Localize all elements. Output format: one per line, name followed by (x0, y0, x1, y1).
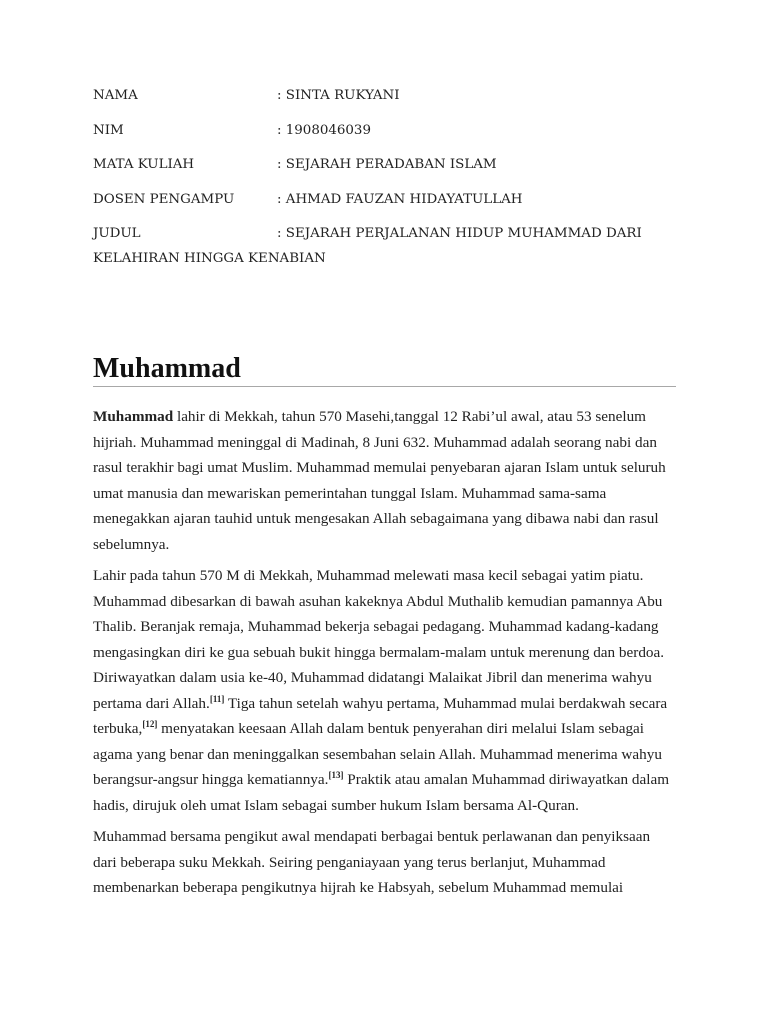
student-info (93, 86, 683, 269)
nim-label: NIM (93, 122, 124, 138)
judul-value: : SEJARAH PERJALANAN HIDUP MUHAMMAD DARI (277, 226, 642, 242)
bold-term: Muhammad (93, 408, 174, 425)
nama-value: : SINTA RUKYANI (277, 88, 400, 103)
matkul-value: : SEJARAH PERADABAN ISLAM (277, 157, 497, 173)
p3-text: Muhammad bersama pengikut awal mendapati berbagai bentuk perlawanan dan penyiksaan dari beberapa suku Mekkah. Seiring penganiayaan yang terus berlanjut, Muhammad membenarkan beberapa pengikutnya hijrah ke Habsyah, sebelum Muhammad memulai (93, 828, 651, 896)
judul-row (93, 224, 683, 269)
p1-text: lahir di Mekkah, tahun 570 Masehi,tanggal 12 Rabi’ul awal, atau 53 senelum hijriah. Muhammad meninggal di Madinah, 8 Juni 632. Muhammad adalah seorang nabi dan rasul terakhir bagi umat Muslim. Muhammad memulai penyebaran ajaran Islam untuk seluruh umat manusia dan mewariskan pemerintahan tunggal Islam. Muhammad sama-sama menegakkan ajaran tauhid untuk mengesakan Allah sebagaimana yang dibawa nabi dan rasul sebelumnya. (93, 408, 666, 553)
nama-label: NAMA (93, 88, 138, 103)
paragraph-1 (93, 404, 676, 557)
ref-link-12[interactable]: [12] (142, 718, 158, 729)
judul-label: JUDUL (93, 226, 141, 242)
matkul-row (93, 155, 683, 190)
dosen-value: : AHMAD FAUZAN HIDAYATULLAH (277, 191, 523, 207)
nim-row (93, 121, 683, 156)
nama-row (93, 86, 683, 121)
matkul-label: MATA KULIAH (93, 157, 195, 173)
dosen-row (93, 190, 683, 225)
dosen-label: DOSEN PENGAMPU (93, 191, 235, 207)
ref-link-11[interactable]: [11] (209, 693, 225, 704)
p2-text-c: menyatakan keesaan Allah dalam bentuk penyerahan diri melalui Islam sebagai agama yang benar dan meninggalkan sesembahan selain Allah. Muhammad menerima wahyu berangsur-angsur hingga kematiannya. (93, 720, 662, 788)
article-title: Muhammad (93, 352, 676, 387)
nim-value: : 1908046039 (277, 122, 371, 138)
p2-text-b: Tiga tahun setelah wahyu pertama, Muhammad mulai berdakwah secara terbuka, (93, 694, 668, 737)
judul-continuation: KELAHIRAN HINGGA KENABIAN (93, 251, 326, 267)
article-body (93, 404, 676, 907)
p2-text-a: Lahir pada tahun 570 M di Mekkah, Muhammad melewati masa kecil sebagai yatim piatu. Muhammad dibesarkan di bawah asuhan kakeknya Abdul Muthalib kemudian pamannya Abu Thalib. Beranjak remaja, Muhammad bekerja sebagai pedagang. Muhammad kadang-kadang mengasingkan diri ke gua sebuah bukit hingga bermalam-malam untuk merenung dan berdoa. Diriwayatkan dalam usia ke-40, Muhammad didatangi Malaikat Jibril dan menerima wahyu pertama dari Allah. (93, 567, 665, 712)
paragraph-3 (93, 824, 676, 901)
paragraph-2 (93, 563, 676, 818)
p2-text-d: Praktik atau amalan Muhammad diriwayatkan dalam hadis, dirujuk oleh umat Islam sebagai sumber hukum Islam bersama Al-Quran. (93, 771, 670, 814)
ref-link-13[interactable]: [13] (328, 769, 344, 780)
